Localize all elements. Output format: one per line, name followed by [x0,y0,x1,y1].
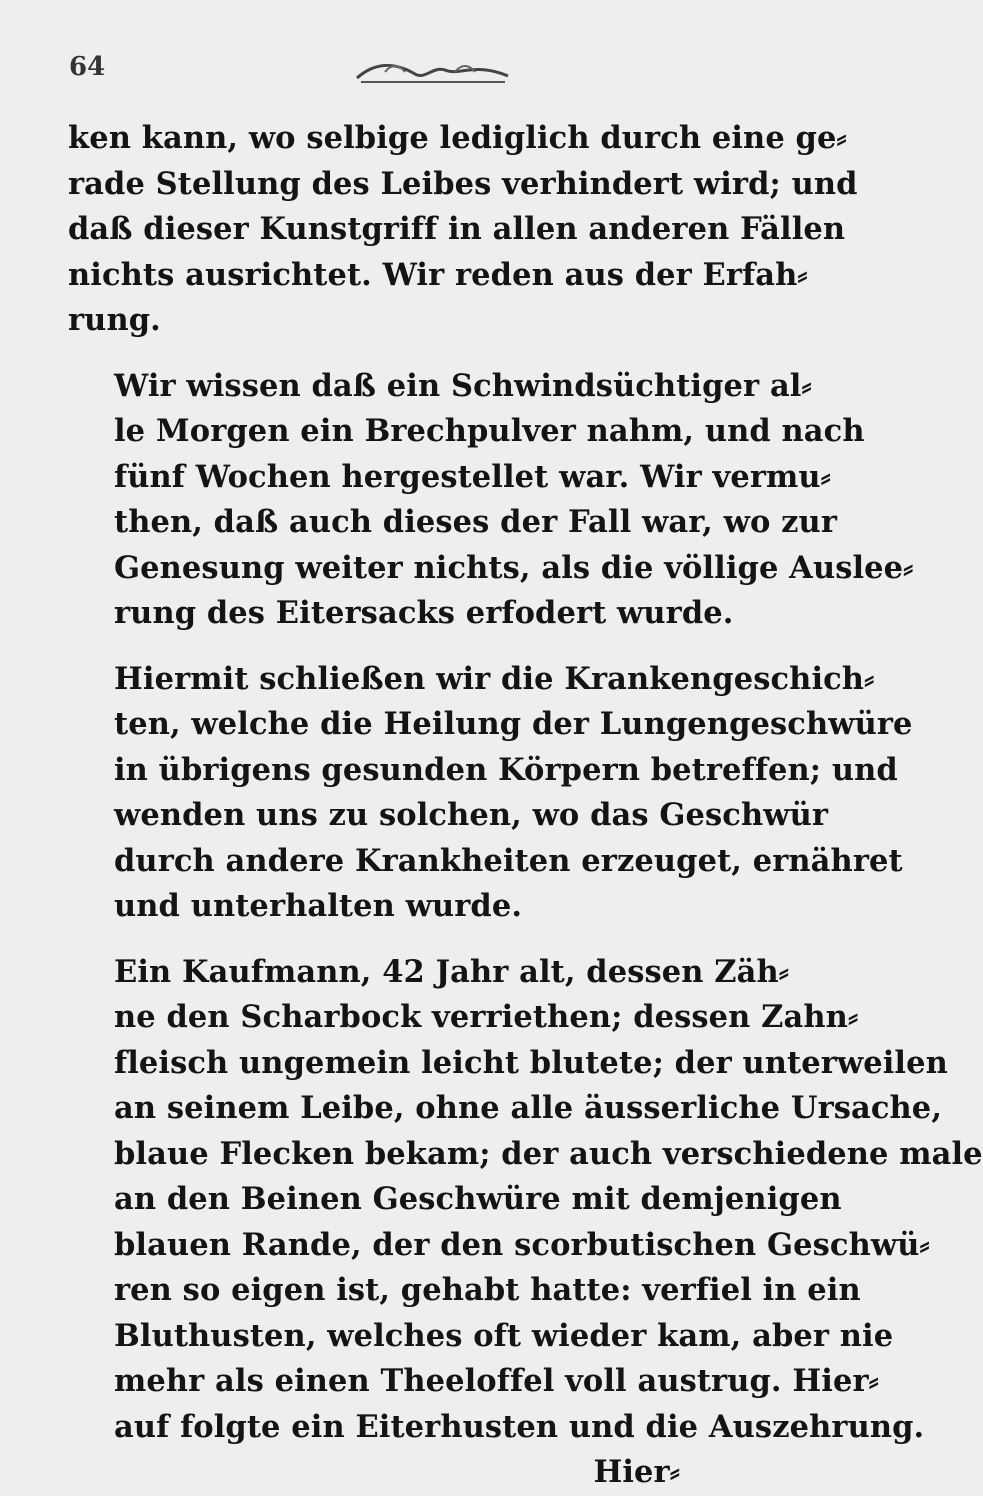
paragraph-4 [68,950,983,1496]
paragraph-3 [68,657,913,930]
text-line: Bluthusten, welches oft wieder kam, aber nie [114,1317,894,1354]
text-line: daß dieser Kunstgriff in allen anderen Fällen [68,211,846,247]
text-line: an seinem Leibe, ohne alle äusserliche Ursache, [114,1090,943,1126]
text-line: Genesung weiter nichts, als die völlige Auslee⸗ [114,549,914,586]
text-line: an den Beinen Geschwüre mit demjenigen [114,1181,842,1217]
text-line: auf folgte ein Eiterhusten und die Auszehrung. [114,1408,925,1445]
page-number: 64 [69,52,106,82]
text-line: fünf Wochen hergestellet war. Wir vermu⸗ [114,458,831,495]
catchword: Hier⸗ [593,1454,680,1490]
text-line: Hiermit schließen wir die Krankengeschich⸗ [114,660,875,697]
text-line: ten, welche die Heilung der Lungengeschwüre [114,706,913,742]
text-line: Wir wissen daß ein Schwindsüchtiger al⸗ [114,367,812,404]
text-line: ren so eigen ist, gehabt hatte: verfiel in ein [114,1272,861,1308]
text-line: mehr als einen Theeloffel voll austrug. Hier⸗ [114,1363,879,1399]
text-line: ken kann, wo selbige lediglich durch eine ge⸗ [68,120,847,156]
text-line: nichts ausrichtet. Wir reden aus der Erfah⸗ [68,256,808,293]
paragraph-1 [68,116,858,344]
header-ornament [355,58,510,86]
text-line: fleisch ungemein leicht blutete; der unterweilen [114,1044,948,1081]
text-line: blaue Flecken bekam; der auch verschiedene male [114,1135,983,1172]
text-line: blauen Rande, der den scorbutischen Geschwü⸗ [114,1226,930,1263]
text-line: rung des Eitersacks erfodert wurde. [114,595,734,631]
text-line: rung. [68,302,161,338]
text-line: rade Stellung des Leibes verhindert wird; und [68,165,858,202]
text-line: durch andere Krankheiten erzeuget, ernähret [114,842,903,879]
text-line: in übrigens gesunden Körpern betreffen; und [114,751,898,788]
text-line: then, daß auch dieses der Fall war, wo zur [114,504,837,540]
text-line: le Morgen ein Brechpulver nahm, und nach [114,413,865,449]
text-line: wenden uns zu solchen, wo das Geschwür [114,797,829,833]
text-line: ne den Scharbock verriethen; dessen Zahn⸗ [114,999,859,1035]
body-text [68,116,983,1496]
paragraph-2 [68,364,914,637]
text-line: und unterhalten wurde. [114,888,523,924]
text-line: Ein Kaufmann, 42 Jahr alt, dessen Zäh⸗ [114,953,790,990]
